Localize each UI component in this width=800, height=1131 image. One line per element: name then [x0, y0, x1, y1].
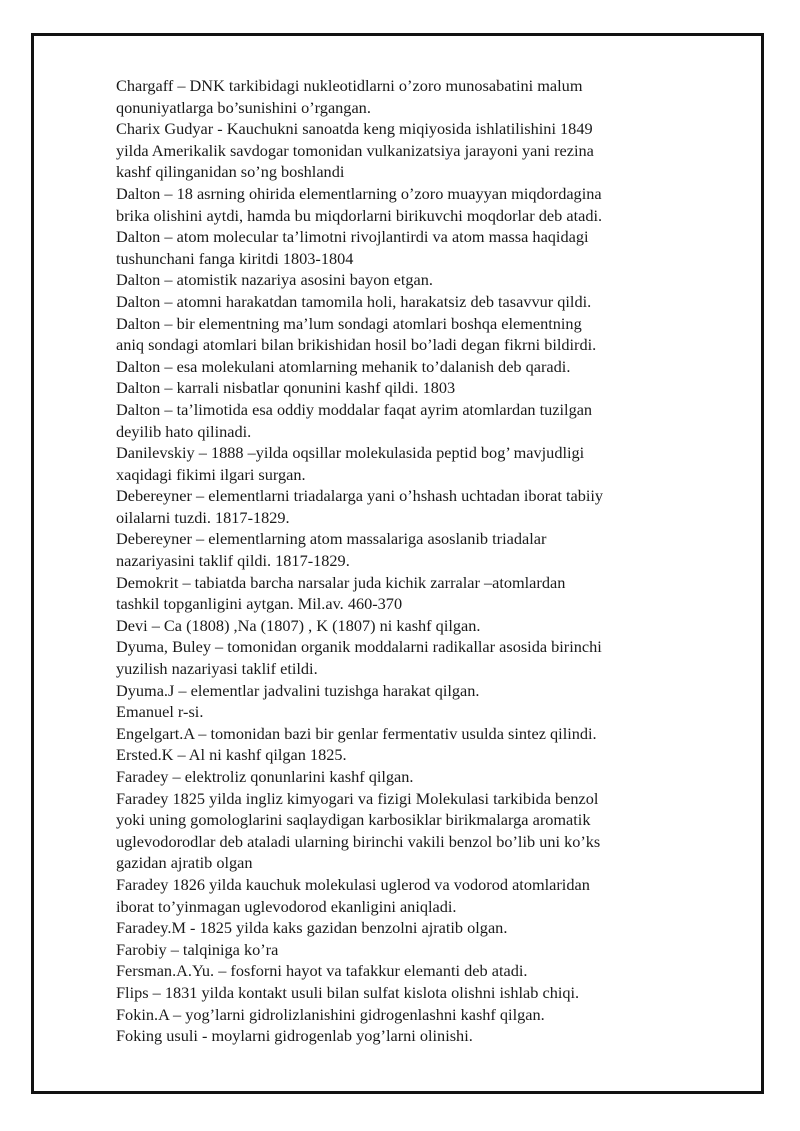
text-line: Demokrit – tabiatda barcha narsalar juda kichik zarralar –atomlardan [116, 572, 566, 592]
text-line: Devi – Ca (1808) ,Na (1807) , K (1807) ni kashf qilgan. [116, 615, 481, 635]
text-line: Flips – 1831 yilda kontakt usuli bilan sulfat kislota olishni ishlab chiqi. [116, 982, 580, 1002]
text-line: Fersman.A.Yu. – fosforni hayot va tafakkur elemanti deb atadi. [116, 961, 528, 981]
text-line: Debereyner – elementlarni triadalarga yani o’hshash uchtadan iborat tabiiy [116, 486, 604, 506]
text-line: deyilib hato qilinadi. [116, 421, 252, 441]
text-line: yoki uning gomologlarini saqlaydigan karbosiklar birikmalarga aromatik [116, 810, 591, 830]
text-line: Charix Gudyar - Kauchukni sanoatda keng miqiyosida ishlatilishini 1849 [116, 119, 593, 139]
text-line: Emanuel r-si. [116, 702, 204, 722]
text-line: Debereyner – elementlarning atom massalariga asoslanib triadalar [116, 529, 547, 549]
text-line: Dalton – karrali nisbatlar qonunini kashf qildi. 1803 [116, 378, 456, 398]
text-line: Foking usuli - moylarni gidrogenlab yog’larni olinishi. [116, 1026, 473, 1046]
text-line: iborat to’yinmagan uglevodorod ekanligini aniqladi. [116, 896, 457, 916]
text-line: Danilevskiy – 1888 –yilda oqsillar molekulasida peptid bog’ mavjudligi [116, 443, 585, 463]
text-line: tushunchani fanga kiritdi 1803-1804 [116, 248, 354, 268]
text-line: Dalton – atomni harakatdan tamomila holi, harakatsiz deb tasavvur qildi. [116, 291, 592, 311]
text-line: Faradey 1826 yilda kauchuk molekulasi uglerod va vodorod atomlaridan [116, 874, 590, 894]
text-line: yuzilish nazariyasi taklif etildi. [116, 659, 318, 679]
text-line: oilalarni tuzdi. 1817-1829. [116, 507, 290, 527]
text-line: Engelgart.A – tomonidan bazi bir genlar fermentativ usulda sintez qilindi. [116, 723, 597, 743]
text-line: Dalton – atomistik nazariya asosini bayon etgan. [116, 270, 433, 290]
text-line: brika olishini aytdi, hamda bu miqdorlarni birikuvchi moqdorlar deb atadi. [116, 205, 603, 225]
text-line: Faradey – elektroliz qonunlarini kashf qilgan. [116, 767, 414, 786]
text-line: uglevodorodlar deb ataladi ularning birinchi vakili benzol bo’lib uni ko’ks [116, 831, 601, 851]
text-line: Dalton – bir elementning ma’lum sondagi atomlari boshqa elementning [116, 313, 582, 333]
text-line: Dalton – 18 asrning ohirida elementlarning o’zoro muayyan miqdordagina [116, 183, 602, 203]
text-line: Chargaff – DNK tarkibidagi nukleotidlarni o’zoro munosabatini malum [116, 76, 583, 95]
document-text [116, 75, 696, 1047]
text-line: Faradey.M - 1825 yilda kaks gazidan benzolni ajratib olgan. [116, 918, 508, 938]
text-line: Farobiy – talqiniga ko’ra [116, 939, 279, 959]
text-line: kashf qilinganidan so’ng boshlandi [116, 162, 345, 182]
text-line: Faradey 1825 yilda ingliz kimyogari va fizigi Molekulasi tarkibida benzol [116, 788, 599, 808]
text-line: nazariyasini taklif qildi. 1817-1829. [116, 551, 350, 571]
text-line: gazidan ajratib olgan [116, 853, 253, 873]
text-line: Dalton – esa molekulani atomlarning mehanik to’dalanish deb qaradi. [116, 356, 571, 376]
text-line: Fokin.A – yog’larni gidrolizlanishini gidrogenlashni kashf qilgan. [116, 1004, 545, 1024]
text-line: Dalton – ta’limotida esa oddiy moddalar faqat ayrim atomlardan tuzilgan [116, 399, 593, 419]
text-line: Ersted.K – Al ni kashf qilgan 1825. [116, 745, 347, 765]
text-line: qonuniyatlarga bo’sunishini o’rgangan. [116, 97, 371, 117]
text-line: yilda Amerikalik savdogar tomonidan vulkanizatsiya jarayoni yani rezina [116, 140, 594, 160]
text-line: Dyuma, Buley – tomonidan organik moddalarni radikallar asosida birinchi [116, 637, 602, 657]
text-line: tashkil topganligini aytgan. Mil.av. 460-370 [116, 594, 403, 614]
text-line: aniq sondagi atomlari bilan brikishidan hosil bo’ladi degan fikrni bildirdi. [116, 335, 597, 355]
text-line: xaqidagi fikimi ilgari surgan. [116, 464, 306, 484]
text-line: Dalton – atom molecular ta’limotni rivojlantirdi va atom massa haqidagi [116, 227, 589, 247]
text-line: Dyuma.J – elementlar jadvalini tuzishga harakat qilgan. [116, 680, 480, 700]
